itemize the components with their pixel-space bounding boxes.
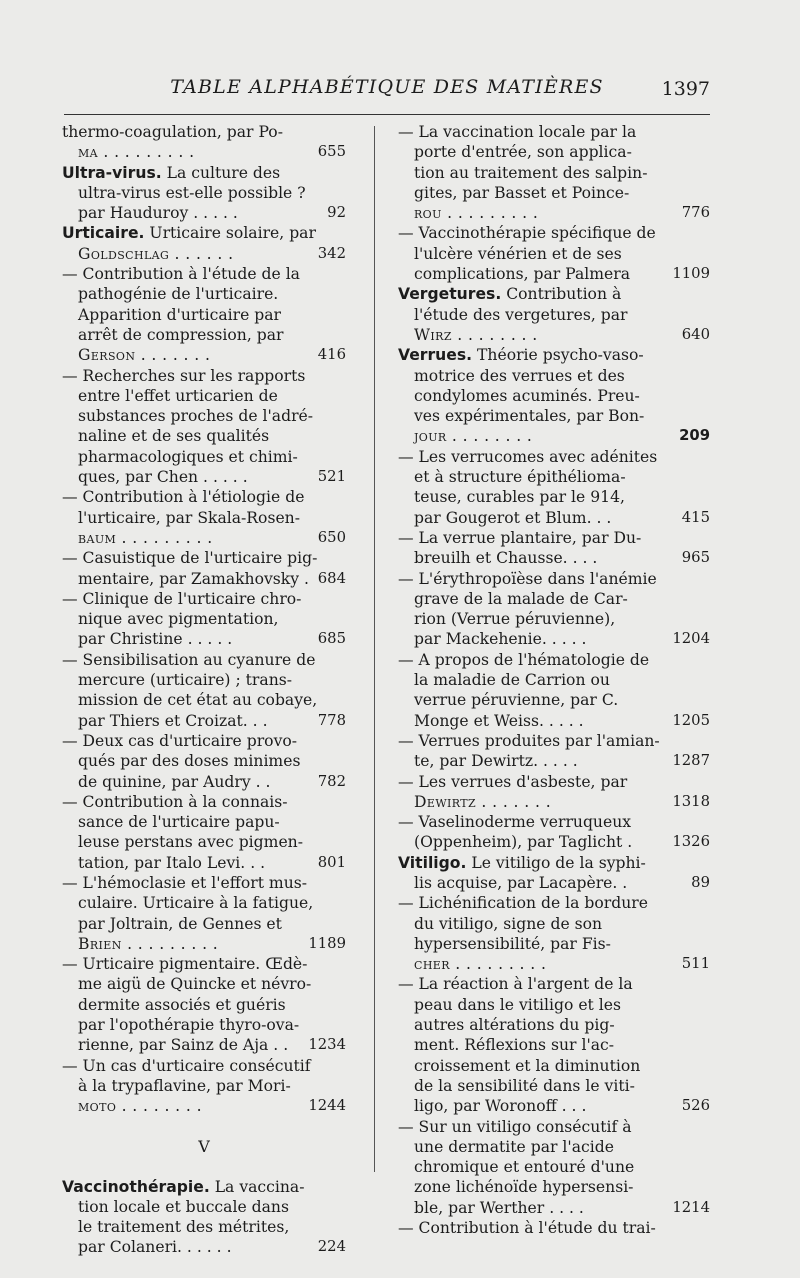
entry-line: — Recherches sur les rapports [62,366,306,385]
section-letter: V [198,1136,210,1156]
index-entry [62,366,346,488]
entry-line: condylomes acuminés. Preu- [414,386,640,405]
entry-line: par Gougerot et Blum. . . [414,508,612,527]
entry-page: 778 [317,711,346,729]
entry-line: leuse perstans avec pigmen- [78,833,303,852]
entry-heading: Vergetures. [398,285,502,304]
entry-line: — Lichénification de la bordure [398,894,648,913]
index-entry [398,528,710,569]
entry-line: nique avec pigmentation, [78,610,279,629]
entry-page: 1204 [672,630,710,648]
index-entry [398,772,710,813]
entry-page: 801 [317,853,346,871]
entry-line: complications, par Palmera [414,265,631,284]
entry-line: hypersensibilité, par Fis- [414,934,611,953]
entry-line: — Contribution à l'étude de la [62,265,300,284]
entry-line: verrue péruvienne, par C. [414,691,619,710]
entry-line: tation, par Italo Levi. . . [78,853,266,872]
index-entry [62,122,346,163]
entry-line: par Colaneri. . . . . . [78,1238,232,1257]
entry-line: substances proches de l'adré- [78,407,314,426]
entry-line: par l'opothérapie thyro-ova- [78,1016,300,1035]
index-entry [398,650,710,731]
entry-line: — La vaccination locale par la [398,123,637,141]
entry-line: tion locale et buccale dans [78,1197,289,1216]
index-entry [398,284,710,345]
entry-line: Contribution à [501,285,622,304]
entry-heading: Verrues. [398,346,473,365]
left-column [62,122,346,1258]
index-entry [62,954,346,1055]
entry-heading: Vaccinothérapie. [62,1177,210,1196]
entry-heading: Ultra-virus. [62,163,162,182]
index-entry [398,893,710,974]
entry-line: Dewirtz . . . . . . . [414,792,552,811]
entry-line: — La verrue plantaire, par Du- [398,528,642,547]
entry-line: grave de la malade de Car- [414,589,628,608]
entry-heading: Urticaire. [62,224,145,243]
entry-line: ma . . . . . . . . . [78,143,195,162]
index-entry [62,873,346,954]
entry-line: arrêt de compression, par [78,325,284,344]
entry-page: 640 [681,325,710,343]
entry-page: 1205 [672,711,710,729]
entry-line: ligo, par Woronoff . . . [414,1097,587,1116]
index-entry [398,1218,710,1238]
entry-line: dermite associés et guéris [78,995,286,1014]
entry-line: cher . . . . . . . . . [414,955,547,974]
entry-line: ment. Réflexions sur l'ac- [414,1036,615,1055]
entry-page: 1109 [672,265,710,283]
entry-line: La vaccina- [209,1177,305,1196]
entry-page: 1189 [308,934,346,952]
entry-line: entre l'effet urticarien de [78,386,278,405]
entry-page: 655 [317,143,346,161]
entry-line: — Verrues produites par l'amian- [398,731,660,750]
entry-line: ble, par Werther . . . . [414,1198,584,1217]
entry-page: 1244 [308,1097,346,1115]
entry-line: — Contribution à la connais- [62,792,288,811]
entry-line: mission de cet état au cobaye, [78,691,318,710]
entry-line: La culture des [161,163,281,182]
entry-line: la maladie de Carrion ou [414,671,610,690]
entry-page: 685 [317,630,346,648]
entry-line: Théorie psycho-vaso- [472,346,644,365]
entry-line: — Clinique de l'urticaire chro- [62,589,302,608]
entry-heading: Vitiligo. [398,853,467,872]
entry-line: par Christine . . . . . [78,630,233,649]
right-column [398,122,710,1238]
entry-line: culaire. Urticaire à la fatigue, [78,894,314,913]
entry-line: le traitement des métrites, [78,1218,290,1237]
entry-page: 89 [691,873,710,891]
entry-line: — Contribution à l'étude du trai- [398,1219,656,1238]
entry-line: ques, par Chen . . . . . [78,468,248,487]
entry-line: chromique et entouré d'une [414,1158,635,1177]
entry-line: l'urticaire, par Skala-Rosen- [78,508,300,527]
entry-line: mentaire, par Zamakhovsky . [78,569,309,588]
entry-page: 1234 [308,1036,346,1054]
entry-line: Le vitiligo de la syphi- [466,853,646,872]
entry-line: moto . . . . . . . . [78,1097,202,1116]
entry-line: par Hauduroy . . . . . [78,204,238,223]
index-entry [398,447,710,528]
column-divider [374,126,375,1172]
entry-page: 1287 [672,752,710,770]
running-title: TABLE ALPHABÉTIQUE DES MATIÈRES [170,76,604,98]
entry-line: lis acquise, par Lacapère. . [414,873,628,892]
entry-line: zone lichénoïde hypersensi- [414,1178,634,1197]
entry-line: Apparition d'urticaire par [78,305,282,324]
entry-line: baum . . . . . . . . . [78,528,213,547]
index-entry [62,223,346,264]
index-entry [398,345,710,446]
entry-line: motrice des verrues et des [414,366,625,385]
entry-page: 521 [317,468,346,486]
entry-line: autres altérations du pig- [414,1016,615,1035]
entry-line: Wirz . . . . . . . . [414,325,538,344]
entry-line: — Vaselinoderme verruqueux [398,813,632,832]
index-entry [62,1177,346,1258]
entry-line: jour . . . . . . . . [414,427,533,446]
entry-line: une dermatite par l'acide [414,1137,614,1156]
entry-page: 776 [681,204,710,222]
entry-page: 415 [681,508,710,526]
entry-page: 965 [681,549,710,567]
index-entry [62,792,346,873]
entry-page: 526 [681,1097,710,1115]
index-entry [398,853,710,894]
entry-line: l'étude des vergetures, par [414,305,628,324]
entry-line: sance de l'urticaire papu- [78,813,280,832]
entry-line: par Thiers et Croizat. . . [78,711,268,730]
entry-line: (Oppenheim), par Taglicht . [414,833,633,852]
entry-line: — Un cas d'urticaire consécutif [62,1056,311,1075]
index-entry [398,731,710,772]
index-entry [398,569,710,650]
entry-line: — Casuistique de l'urticaire pig- [62,549,318,568]
entry-line: du vitiligo, signe de son [414,914,603,933]
index-entry [398,974,710,1116]
entry-line: ves expérimentales, par Bon- [414,407,645,426]
entry-page: 684 [317,569,346,587]
entry-line: — Les verrues d'asbeste, par [398,772,628,791]
index-entry [398,223,710,284]
entry-page: 782 [317,772,346,790]
index-entry [62,650,346,731]
entry-page: 224 [317,1238,346,1256]
index-entry [62,1056,346,1117]
entry-line: — Urticaire pigmentaire. Œdè- [62,955,308,974]
entry-page: 650 [317,528,346,546]
header-rule [64,114,710,115]
index-entry [62,264,346,365]
entry-line: qués par des doses minimes [78,752,301,771]
entry-line: Monge et Weiss. . . . . [414,711,584,730]
entry-page: 92 [327,204,346,222]
entry-line: me aigü de Quincke et névro- [78,975,312,994]
entry-page: 416 [317,346,346,364]
entry-line: — Les verrucomes avec adénites [398,447,658,466]
entry-page: 1214 [672,1198,710,1216]
page-header [64,74,710,108]
entry-line: Goldschlag . . . . . . [78,244,234,263]
index-entry [62,589,346,650]
entry-line: breuilh et Chausse. . . . [414,549,598,568]
entry-line: à la trypaflavine, par Mori- [78,1076,291,1095]
entry-line: mercure (urticaire) ; trans- [78,671,293,690]
entry-line: — Vaccinothérapie spécifique de [398,224,656,243]
entry-line: par Mackehenie. . . . . [414,630,587,649]
index-entry [398,812,710,853]
entry-line: croissement et la diminution [414,1056,641,1075]
entry-line: — Sensibilisation au cyanure de [62,650,316,669]
entry-line: l'ulcère vénérien et de ses [414,244,622,263]
entry-line: de quinine, par Audry . . [78,772,271,791]
entry-line: — A propos de l'hématologie de [398,650,650,669]
entry-line: rienne, par Sainz de Aja . . [78,1036,289,1055]
entry-line: — Deux cas d'urticaire provo- [62,731,298,750]
entry-line: pathogénie de l'urticaire. [78,285,279,304]
entry-line: Gerson . . . . . . . [78,346,211,365]
index-entry [398,122,710,223]
entry-line: thermo-coagulation, par Po- [62,123,283,141]
entry-line: — L'hémoclasie et l'effort mus- [62,873,308,892]
entry-line: tion au traitement des salpin- [414,163,648,182]
index-entry [62,487,346,548]
entry-page: 209 [679,427,710,445]
entry-line: Brien . . . . . . . . . [78,934,219,953]
entry-line: porte d'entrée, son applica- [414,143,632,162]
entry-line: et à structure épithélioma- [414,468,626,487]
entry-line: de la sensibilité dans le viti- [414,1076,635,1095]
entry-line: ultra-virus est-elle possible ? [78,183,306,202]
entry-line: Urticaire solaire, par [144,224,316,243]
entry-line: — La réaction à l'argent de la [398,975,633,994]
entry-line: par Joltrain, de Gennes et [78,914,282,933]
entry-line: — Sur un vitiligo consécutif à [398,1117,632,1136]
entry-line: pharmacologiques et chimi- [78,447,298,466]
entry-page: 511 [681,955,710,973]
entry-line: rion (Verrue péruvienne), [414,610,616,629]
entry-line: rou . . . . . . . . . [414,204,539,223]
page-number: 1397 [661,78,710,100]
index-entry [398,1117,710,1218]
entry-line: te, par Dewirtz. . . . . [414,752,578,771]
entry-line: — L'érythropoïèse dans l'anémie [398,569,657,588]
entry-line: — Contribution à l'étiologie de [62,488,305,507]
index-entry [62,163,346,224]
entry-line: peau dans le vitiligo et les [414,995,621,1014]
entry-line: gites, par Basset et Poince- [414,183,630,202]
entry-page: 1318 [672,792,710,810]
entry-line: naline et de ses qualités [78,427,270,446]
entry-line: teuse, curables par le 914, [414,488,625,507]
entry-page: 342 [317,244,346,262]
index-entry [62,548,346,589]
entry-page: 1326 [672,833,710,851]
index-entry [62,731,346,792]
